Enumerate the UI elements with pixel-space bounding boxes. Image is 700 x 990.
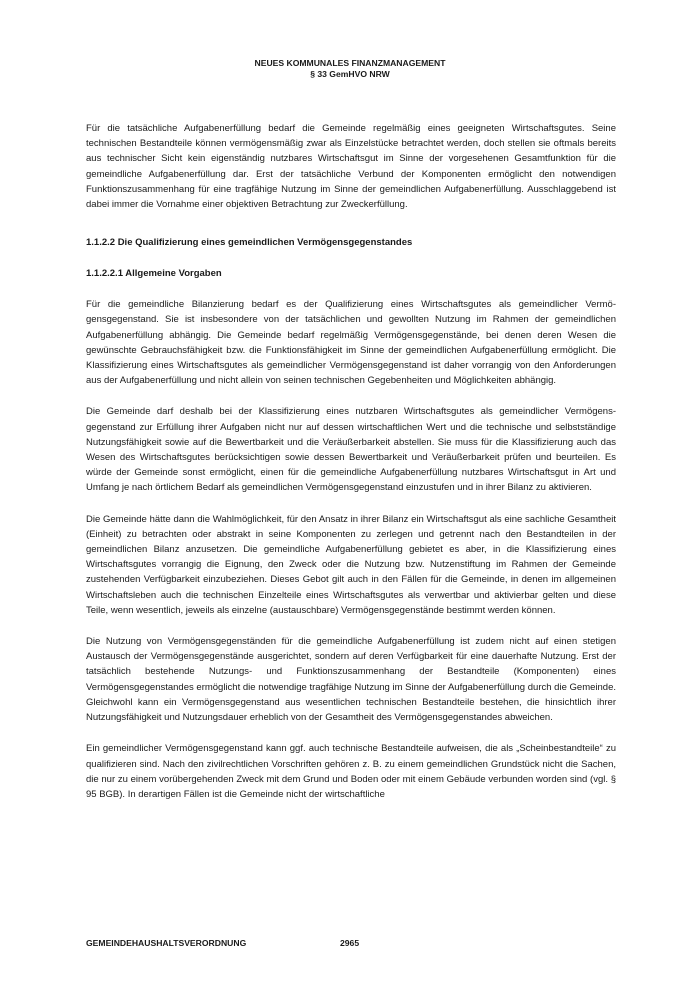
document-body <box>86 121 616 802</box>
section-heading: 1.1.2.2 Die Qualifizierung eines gemeindlichen Vermögensgegenstandes <box>86 237 413 249</box>
header-title: NEUES KOMMUNALES FINANZMANAGEMENT <box>254 58 446 68</box>
header-subtitle: § 33 GemHVO NRW <box>310 69 390 79</box>
footer-label: GEMEINDEHAUSHALTSVERORDNUNG <box>86 938 247 948</box>
page-footer <box>86 938 616 950</box>
paragraph-2: Für die gemeindliche Bilanzierung bedarf es der Qualifizierung eines Wirtschaftsgutes als gemeindlicher Vermögensgegenstand. Sie ist insbesondere von der tatsächlichen und gewollten Nutzung im Rahmen der gemeindlichen Aufgabenerfüllung abhängig. Die Gemeinde bedarf regelmäßig Vermögensgegenstände, bei denen deren Wesen die gewünschte Gebrauchsfähigkeit bzw. die Funktionsfähigkeit im Sinne der gemeindlichen Aufgabenerfüllung ermöglicht. Die Klassifizierung eines Wirtschaftsgutes als gemeindlicher Vermögensgegenstand ist daher vorrangig von den Anforderungen aus der Aufgabenerfüllung und nicht allein von seinen technischen Gegebenheiten und Möglichkeiten abhängig. <box>86 299 616 387</box>
paragraph-6: Ein gemeindlicher Vermögensgegenstand kann ggf. auch technische Bestandteile aufweisen, die als „Scheinbestandteile“ zu qualifizieren sind. Nach den zivilrechtlichen Vorschriften gehören z. B. zu einem gemeindlichen Grundstück nicht die Sachen, die nur zu einem vorübergehenden Zweck mit dem Grund und Boden oder mit einem Gebäude verbunden worden sind (vgl. § 95 BGB). In derartigen Fällen ist die Gemeinde nicht der wirtschaftliche <box>86 743 616 800</box>
paragraph-1: Für die tatsächliche Aufgabenerfüllung bedarf die Gemeinde regelmäßig eines geeigneten Wirtschaftsgutes. Seine technischen Bestandteile können vermögensmäßig zwar als Einzelstücke betrachtet werden, doch stellen sie oftmals bereits aus technischer Sicht kein eigenständig nutzbares Wirtschaftsgut im Sinne der vorgesehenen Gesamtfunktion für die gemeindliche Aufgabenerfüllung dar. Erst der tatsächliche Verbund der Komponenten ermöglicht den notwendigen Funktionszusammenhang für eine tragfähige Nutzung im Sinne der gemeindlichen Aufgabenerfüllung. Ausschlaggebend ist dabei immer die Vornahme einer objektiven Betrachtung zur Zweckerfüllung. <box>86 123 616 211</box>
subsection-heading: 1.1.2.2.1 Allgemeine Vorgaben <box>86 268 222 280</box>
paragraph-3: Die Gemeinde darf deshalb bei der Klassifizierung eines nutzbaren Wirtschaftsgutes als gemeindlicher Vermögensgegenstand zur Erfüllung ihrer Aufgaben nicht nur auf dessen wirtschaftlichen Wert und die technische und selbstständige Nutzungsfähigkeit sowie auf die Bewertbarkeit und die Veräußerbarkeit abstellen. Sie muss für die Klassifizierung auch das Wesen des Wirtschaftsgutes berücksichtigen sowie dessen Bewertbarkeit und Veräußerbarkeit prüfen und beurteilen. Es würde der Gemeinde sonst ermöglicht, einen für die gemeindliche Aufgabenerfüllung nutzbares Wirtschaftsgut in Art und Umfang je nach örtlichem Bedarf als gemeindlichen Vermögensgegenstand einzustufen und in ihrer Bilanz zu aktivieren. <box>86 406 616 494</box>
page-number: 2965 <box>340 938 360 948</box>
paragraph-4: Die Gemeinde hätte dann die Wahlmöglichkeit, für den Ansatz in ihrer Bilanz ein Wirtschaftsgut als eine sachliche Gesamtheit (Einheit) zu betrachten oder abstrakt in seine Komponenten zu zerlegen und getrennt nach den Bestandteilen in der gemeindlichen Bilanz anzusetzen. Die gemeindliche Aufgabenerfüllung gebietet es aber, in die Klassifizierung eines Wirtschaftsgutes vorrangig die Eignung, den Zweck oder die Nutzung bzw. Nutzenstiftung im Rahmen der Gemeinde zustehenden Verfügbarkeit einzubeziehen. Dieses Gebot gilt auch in den Fällen für die Gemeinde, in denen im allgemeinen Wirtschaftsleben auch die technischen Einzelteile eines Wirtschaftsgutes als verwertbar und aktivierbar gelten und diese Teile, wenn wesentlich, jeweils als einzelne (austauschbare) Vermögensgegenstände bestimmt werden können. <box>86 513 616 616</box>
page-header <box>0 58 700 80</box>
paragraph-5: Die Nutzung von Vermögensgegenständen für die gemeindliche Aufgabenerfüllung ist zudem nicht auf einen stetigen Austausch der Vermögensgegenstände ausgerichtet, sondern auf deren Verfügbarkeit für eine dauerhafte Nutzung. Erst der tatsächlich bestehende Nutzungs- und Funktionszusammenhang der Bestandteile (Komponenten) eines Vermögensgegenstandes ermöglicht die notwendige tragfähige Nutzung im Sinne der Aufgabenerfüllung durch die Gemeinde. Gleichwohl kann ein Vermögensgegenstand aus wesentlichen technischen Bestandteile bestehen, die hinsichtlich ihrer Nutzungsfähigkeit und Nutzungsdauer erheblich von der Gesamtheit des Vermögensgegenstandes abweichen. <box>86 636 616 724</box>
